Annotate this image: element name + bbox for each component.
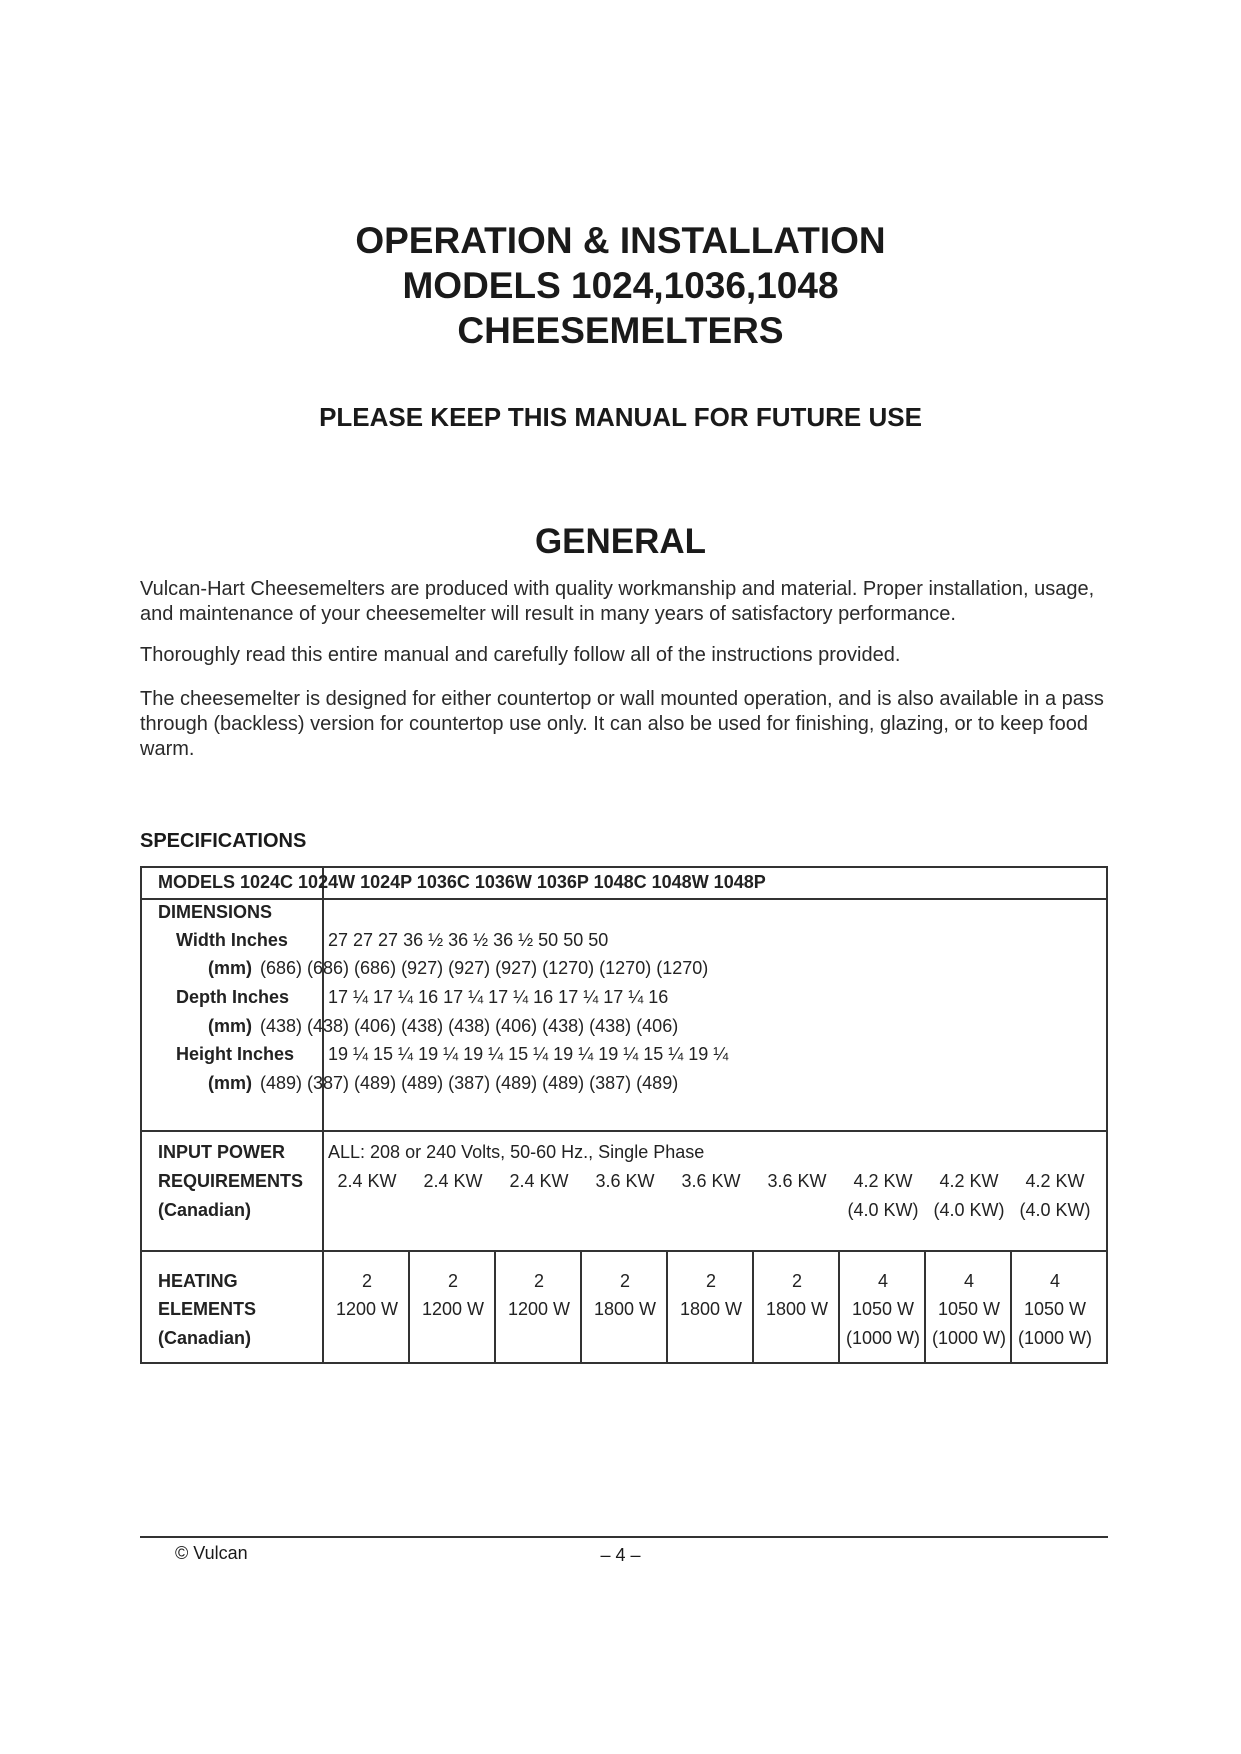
heating-element-count: 2 bbox=[705, 1271, 716, 1291]
specifications-table bbox=[140, 866, 1108, 1364]
heating-element-watts: 1200 W bbox=[507, 1299, 571, 1319]
input-power-canadian-label: (Canadian) bbox=[158, 1200, 252, 1220]
heating-element-watts: 1800 W bbox=[593, 1299, 657, 1319]
heating-element-canadian-watts: (1000 W) bbox=[931, 1328, 1007, 1348]
heating-label: HEATING bbox=[158, 1271, 238, 1291]
depth-mm-values: (438) (438) (406) (438) (438) (406) (438) (438) (406) bbox=[260, 1016, 679, 1036]
width-values: 27 27 27 36 ½ 36 ½ 36 ½ 50 50 50 bbox=[328, 930, 609, 950]
table-rule bbox=[142, 898, 1106, 900]
keep-manual-notice: PLEASE KEEP THIS MANUAL FOR FUTURE USE bbox=[319, 402, 922, 432]
depth-label: Depth Inches bbox=[176, 987, 290, 1007]
heating-element-count: 4 bbox=[963, 1271, 974, 1291]
depth-mm-label: (mm) bbox=[208, 1016, 252, 1036]
width-mm-label: (mm) bbox=[208, 958, 252, 978]
input-power-kw: 4.2 KW bbox=[939, 1171, 999, 1191]
input-power-all: ALL: 208 or 240 Volts, 50-60 Hz., Single Phase bbox=[328, 1142, 705, 1162]
heating-element-canadian-watts: (1000 W) bbox=[1017, 1328, 1093, 1348]
heating-element-watts: 1050 W bbox=[937, 1299, 1001, 1319]
heating-element-canadian-watts: (1000 W) bbox=[845, 1328, 921, 1348]
title-line-1: OPERATION & INSTALLATION bbox=[355, 220, 886, 261]
input-power-canadian-kw: (4.0 KW) bbox=[1019, 1200, 1091, 1220]
height-label: Height Inches bbox=[176, 1044, 295, 1064]
requirements-label: REQUIREMENTS bbox=[158, 1171, 304, 1191]
specifications-heading: SPECIFICATIONS bbox=[140, 830, 307, 852]
input-power-canadian-kw: (4.0 KW) bbox=[933, 1200, 1005, 1220]
heating-element-count: 4 bbox=[877, 1271, 888, 1291]
heating-element-watts: 1200 W bbox=[335, 1299, 399, 1319]
input-power-kw: 4.2 KW bbox=[1025, 1171, 1085, 1191]
general-paragraph-2: Thoroughly read this entire manual and carefully follow all of the instructions provided. bbox=[140, 644, 901, 666]
heating-element-count: 4 bbox=[1049, 1271, 1060, 1291]
heating-element-count: 2 bbox=[533, 1271, 544, 1291]
heating-element-watts: 1800 W bbox=[765, 1299, 829, 1319]
general-paragraph-3: The cheesemelter is designed for either countertop or wall mounted operation, and is also available in a pass through (backless) version for countertop use only. It can also be used for finishing, glazing, or to keep food warm. bbox=[140, 688, 1104, 760]
input-power-kw: 3.6 KW bbox=[767, 1171, 827, 1191]
heating-element-watts: 1800 W bbox=[679, 1299, 743, 1319]
input-power-label: INPUT POWER bbox=[158, 1142, 286, 1162]
heating-element-watts: 1200 W bbox=[421, 1299, 485, 1319]
dimensions-label: DIMENSIONS bbox=[158, 902, 273, 922]
input-power-kw: 2.4 KW bbox=[337, 1171, 397, 1191]
heating-element-watts: 1050 W bbox=[851, 1299, 915, 1319]
elements-label: ELEMENTS bbox=[158, 1299, 257, 1319]
input-power-canadian-kw: (4.0 KW) bbox=[847, 1200, 919, 1220]
footer-rule bbox=[140, 1536, 1108, 1538]
width-label: Width Inches bbox=[176, 930, 288, 950]
input-power-kw: 4.2 KW bbox=[853, 1171, 913, 1191]
heating-canadian-label: (Canadian) bbox=[158, 1328, 252, 1348]
depth-values: 17 ¼ 17 ¼ 16 17 ¼ 17 ¼ 16 17 ¼ 17 ¼ 16 bbox=[328, 987, 669, 1007]
height-values: 19 ¼ 15 ¼ 19 ¼ 19 ¼ 15 ¼ 19 ¼ 19 ¼ 15 ¼ 19 ¼ bbox=[328, 1044, 729, 1064]
heating-element-watts: 1050 W bbox=[1023, 1299, 1087, 1319]
width-mm-values: (686) (686) (686) (927) (927) (927) (1270) (1270) (1270) bbox=[260, 958, 709, 978]
table-rule bbox=[142, 1250, 1106, 1252]
document-title bbox=[0, 218, 1241, 353]
page-number: – 4 – bbox=[600, 1545, 641, 1565]
input-power-kw: 3.6 KW bbox=[595, 1171, 655, 1191]
general-paragraph-1: Vulcan-Hart Cheesemelters are produced with quality workmanship and material. Proper installation, usage, and maintenance of your cheesemelter will result in many years of satisfactory performance. bbox=[140, 578, 1095, 625]
heating-element-count: 2 bbox=[361, 1271, 372, 1291]
heating-element-count: 2 bbox=[619, 1271, 630, 1291]
title-line-3: CHEESEMELTERS bbox=[457, 310, 784, 351]
heating-element-count: 2 bbox=[791, 1271, 802, 1291]
height-mm-label: (mm) bbox=[208, 1073, 252, 1093]
input-power-kw: 3.6 KW bbox=[681, 1171, 741, 1191]
title-line-2: MODELS 1024,1036,1048 bbox=[402, 265, 839, 306]
heating-element-count: 2 bbox=[447, 1271, 458, 1291]
footer-copyright: © Vulcan bbox=[175, 1543, 248, 1563]
input-power-kw: 2.4 KW bbox=[509, 1171, 569, 1191]
models-row: MODELS 1024C 1024W 1024P 1036C 1036W 1036P 1048C 1048W 1048P bbox=[158, 872, 766, 892]
input-power-kw: 2.4 KW bbox=[423, 1171, 483, 1191]
table-rule bbox=[142, 1130, 1106, 1132]
height-mm-values: (489) (387) (489) (489) (387) (489) (489) (387) (489) bbox=[260, 1073, 679, 1093]
general-heading: GENERAL bbox=[534, 522, 707, 561]
